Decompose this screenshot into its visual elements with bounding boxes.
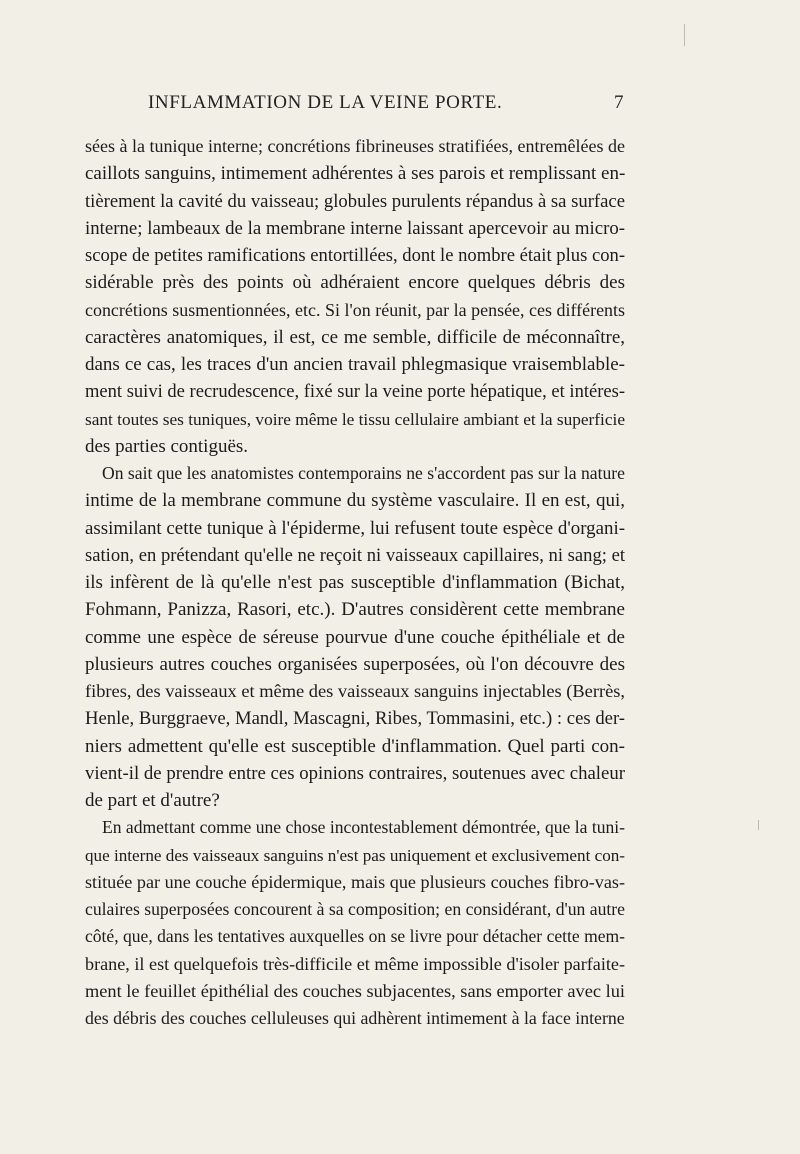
text-line: sation, en prétendant qu'elle ne reçoit ni vaisseaux capillaires, ni sang; et bbox=[85, 544, 625, 566]
text-line: caractères anatomiques, il est, ce me semble, difficile de méconnaître, bbox=[85, 326, 625, 348]
running-head bbox=[0, 92, 800, 122]
running-title: INFLAMMATION DE LA VEINE PORTE. bbox=[148, 92, 503, 113]
paragraph bbox=[85, 814, 625, 1032]
text-line: stituée par une couche épidermique, mais que plusieurs couches fibro-vas- bbox=[85, 871, 625, 892]
text-line: ment le feuillet épithélial des couches subjacentes, sans emporter avec lui bbox=[85, 980, 625, 1001]
text-line: caillots sanguins, intimement adhérentes à ses parois et remplissant en- bbox=[85, 163, 626, 185]
text-line: fibres, des vaisseaux et même des vaisseaux sanguins injectables (Berrès, bbox=[85, 681, 625, 701]
text-line: assimilant cette tunique à l'épiderme, lui refusent toute espèce d'organi- bbox=[85, 517, 625, 539]
text-line: sidérable près des points où adhéraient encore quelques débris des bbox=[85, 272, 625, 294]
text-line: plusieurs autres couches organisées superposées, où l'on découvre des bbox=[85, 653, 625, 675]
text-line: Fohmann, Panizza, Rasori, etc.). D'autres considèrent cette membrane bbox=[85, 599, 625, 621]
text-line: ment suivi de recrudescence, fixé sur la veine porte hépatique, et intéres- bbox=[85, 381, 625, 403]
paper-speck bbox=[758, 820, 759, 830]
body-text bbox=[85, 133, 625, 1032]
text-line: niers admettent qu'elle est susceptible d'inflammation. Quel parti con- bbox=[85, 735, 625, 757]
text-line: sant toutes ses tuniques, voire même le tissu cellulaire ambiant et la superficie bbox=[85, 409, 625, 429]
text-line: comme une espèce de séreuse pourvue d'une couche épithéliale et de bbox=[85, 626, 625, 648]
text-line: culaires superposées concourent à sa composition; en considérant, d'un autre bbox=[85, 899, 625, 919]
text-line: que interne des vaisseaux sanguins n'est pas uniquement et exclusivement con- bbox=[85, 845, 625, 865]
text-line: concrétions susmentionnées, etc. Si l'on réunit, par la pensée, ces différents bbox=[85, 299, 625, 320]
text-line: des débris des couches celluleuses qui adhèrent intimement à la face interne bbox=[85, 1008, 625, 1028]
text-line: vient-il de prendre entre ces opinions contraires, soutenues avec chaleur bbox=[85, 762, 625, 784]
page-number: 7 bbox=[614, 92, 624, 113]
text-line: En admettant comme une chose incontestablement démontrée, que la tuni- bbox=[102, 817, 625, 838]
text-line: ils infèrent de là qu'elle n'est pas susceptible d'inflammation (Bichat, bbox=[85, 572, 625, 593]
paragraph bbox=[85, 133, 625, 460]
paragraph bbox=[85, 460, 625, 814]
text-line: des parties contiguës. bbox=[85, 435, 249, 457]
text-line: dans ce cas, les traces d'un ancien travail phlegmasique vraisemblable- bbox=[85, 354, 625, 375]
text-line: Henle, Burggraeve, Mandl, Mascagni, Ribes, Tommasini, etc.) : ces der- bbox=[85, 708, 625, 730]
text-line: tièrement la cavité du vaisseau; globules purulents répandus à sa surface bbox=[85, 190, 625, 212]
text-line: interne; lambeaux de la membrane interne laissant apercevoir au micro- bbox=[85, 217, 626, 239]
text-line: brane, il est quelquefois très-difficile et même impossible d'isoler parfaite- bbox=[85, 953, 625, 974]
text-line: intime de la membrane commune du système vasculaire. Il en est, qui, bbox=[85, 490, 625, 512]
text-line: de part et d'autre? bbox=[85, 790, 220, 811]
text-line: On sait que les anatomistes contemporains ne s'accordent pas sur la nature bbox=[102, 463, 625, 483]
text-line: côté, que, dans les tentatives auxquelles on se livre pour détacher cette mem- bbox=[85, 926, 625, 947]
paper-speck bbox=[684, 24, 685, 46]
text-line: scope de petites ramifications entortillées, dont le nombre était plus con- bbox=[85, 245, 626, 266]
text-line: sées à la tunique interne; concrétions fibrineuses stratifiées, entremêlées de bbox=[85, 136, 625, 156]
